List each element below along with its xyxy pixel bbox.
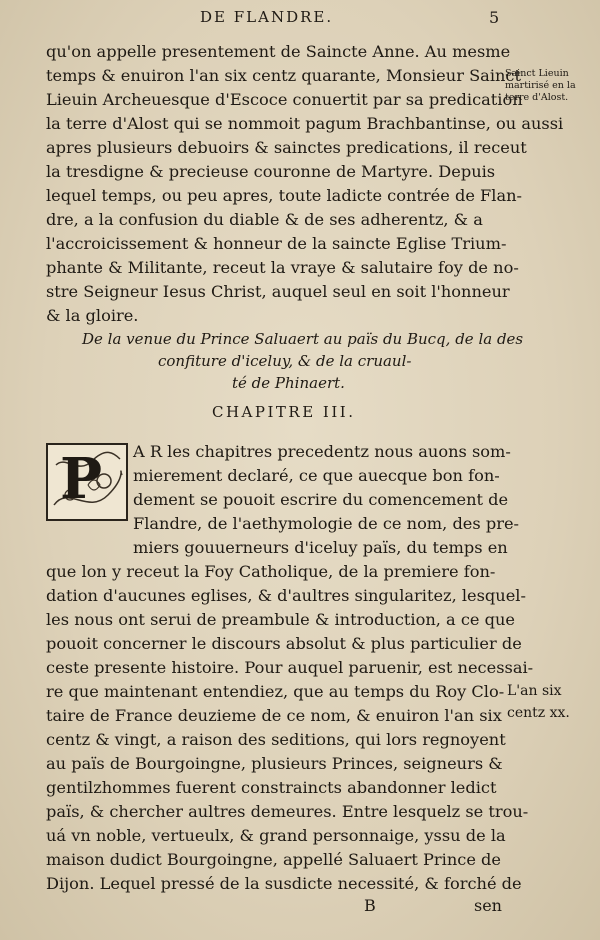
chapter-heading-line: confiture d'iceluy, & de la cruaul- (158, 352, 412, 370)
text-line: uá vn noble, vertueulx, & grand personnaige, yssu de la (46, 826, 506, 845)
text-line: temps & enuiron l'an six centz quarante, Monsieur Sainct (46, 66, 521, 85)
chapter-title: CHAPITRE III. (212, 403, 356, 421)
chapter-heading-line: té de Phinaert. (232, 374, 345, 392)
margin-note-line: Sainct Lieuin (505, 68, 569, 79)
running-title: DE FLANDRE. (200, 8, 334, 26)
text-line: miers gouuerneurs d'iceluy païs, du temps en (133, 538, 508, 557)
page-number: 5 (489, 8, 500, 27)
text-line: apres plusieurs debuoirs & sainctes predications, il receut (46, 138, 527, 157)
text-line: au païs de Bourgoingne, plusieurs Princes, seigneurs & (46, 754, 503, 773)
margin-note-line: L'an six (507, 683, 562, 699)
text-line: la terre d'Alost qui se nommoit pagum Brachbantinse, ou aussi (46, 114, 564, 133)
text-line: A R les chapitres precedentz nous auons som- (133, 442, 511, 461)
text-line: re que maintenant entendiez, que au temps du Roy Clo- (46, 682, 505, 701)
text-line: Lieuin Archeuesque d'Escoce conuertit par sa predication (46, 90, 523, 109)
text-line: dation d'aucunes eglises, & d'aultres singularitez, lesquel- (46, 586, 526, 605)
text-line: & la gloire. (46, 306, 139, 325)
margin-note-line: martirisé en la (505, 80, 576, 91)
text-line: Flandre, de l'aethymologie de ce nom, des pre- (133, 514, 519, 533)
text-line: centz & vingt, a raison des seditions, qui lors regnoyent (46, 730, 506, 749)
text-line: phante & Militante, receut la vraye & salutaire foy de no- (46, 258, 519, 277)
text-line: pouoit concerner le discours absolut & plus particulier de (46, 634, 522, 653)
text-line: gentilzhommes fuerent constraincts abandonner ledict (46, 778, 497, 797)
text-line: que lon y receut la Foy Catholique, de la premiere fon- (46, 562, 496, 581)
text-line: la tresdigne & precieuse couronne de Martyre. Depuis (46, 162, 496, 181)
drop-cap-letter: P (60, 446, 103, 512)
text-line: ceste presente histoire. Pour auquel paruenir, est necessai- (46, 658, 534, 677)
text-line: dement se pouoit escrire du comencement de (133, 490, 509, 509)
text-line: lequel temps, ou peu apres, toute ladicte contrée de Flan- (46, 186, 522, 205)
catchword: sen (474, 896, 502, 915)
text-line: païs, & chercher aultres demeures. Entre lesquelz se trou- (46, 802, 529, 821)
text-line: qu'on appelle presentement de Saincte Anne. Au mesme (46, 42, 511, 61)
margin-note-line: terre d'Alost. (505, 92, 569, 103)
text-line: les nous ont serui de preambule & introduction, a ce que (46, 610, 516, 629)
chapter-heading-line: De la venue du Prince Saluaert au païs du Bucq, de la des (82, 330, 524, 348)
margin-note-line: centz xx. (507, 705, 570, 721)
text-line: taire de France deuzieme de ce nom, & enuiron l'an six (46, 706, 502, 725)
text-line: stre Seigneur Iesus Christ, auquel seul en soit l'honneur (46, 282, 510, 301)
text-line: dre, a la confusion du diable & de ses adherentz, & a (46, 210, 483, 229)
decorated-initial (46, 443, 128, 521)
text-line: mierement declaré, ce que auecque bon fon- (133, 466, 500, 485)
text-line: l'accroicissement & honneur de la saincte Eglise Trium- (46, 234, 507, 253)
text-line: Dijon. Lequel pressé de la susdicte necessité, & forché de (46, 874, 522, 893)
signature-mark: B (364, 896, 376, 915)
text-line: maison dudict Bourgoingne, appellé Saluaert Prince de (46, 850, 501, 869)
